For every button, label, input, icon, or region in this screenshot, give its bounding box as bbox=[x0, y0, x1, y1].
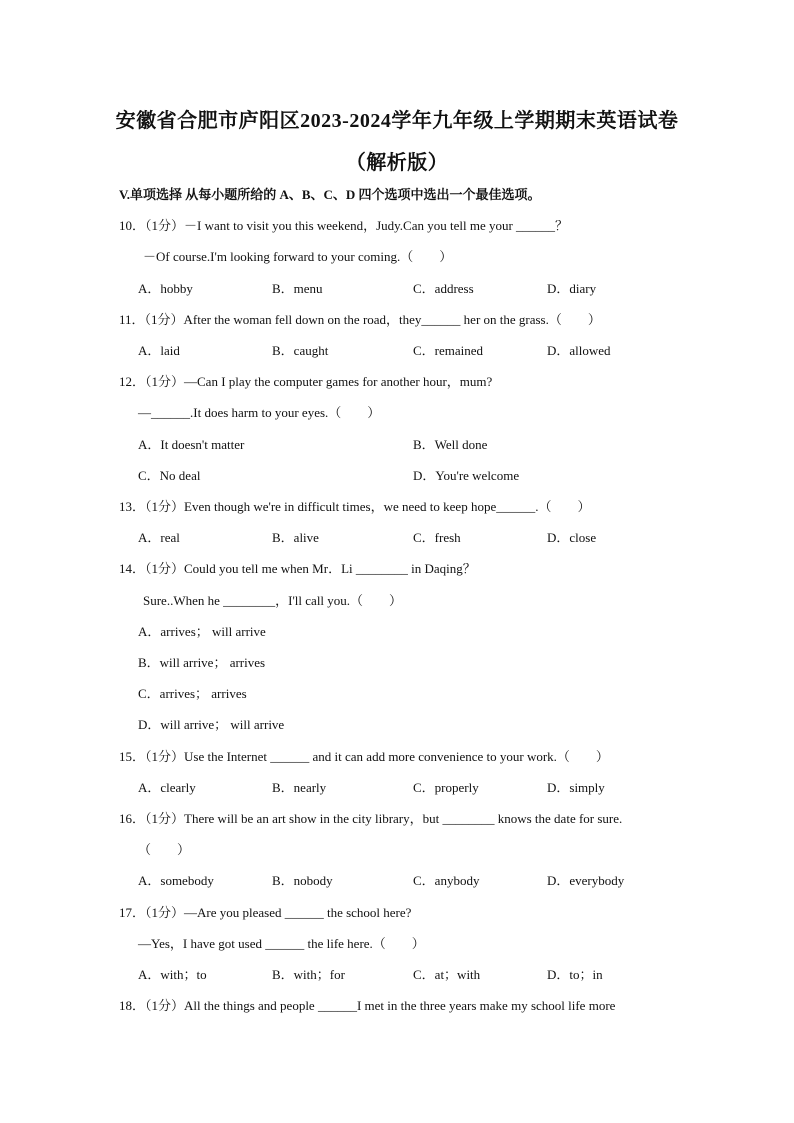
question-18-stem: 18．（1分）All the things and people ______I met in the three years make my school life more bbox=[119, 998, 616, 1013]
question-10-stem: 10．（1分）－I want to visit you this weekend，Judy.Can you tell me your ______？ bbox=[119, 218, 569, 233]
question-11-option-d: D．allowed bbox=[547, 343, 611, 358]
question-16-option-c: C．anybody bbox=[413, 873, 480, 888]
question-13-option-b: B．alive bbox=[272, 530, 319, 545]
question-17-option-d: D．to；in bbox=[547, 967, 603, 982]
page-subtitle: （解析版） bbox=[345, 152, 449, 174]
question-16-option-d: D．everybody bbox=[547, 873, 625, 888]
question-12-option-a: A．It doesn't matter bbox=[138, 437, 245, 452]
question-11-option-a: A．laid bbox=[138, 343, 180, 358]
question-15-option-c: C．properly bbox=[413, 780, 479, 795]
question-17-option-a: A．with；to bbox=[138, 967, 207, 982]
question-14-option-d: D．will arrive； will arrive bbox=[138, 717, 285, 732]
question-14-stem: 14．（1分）Could you tell me when Mr．Li ________ in Daqing？ bbox=[119, 561, 476, 576]
question-17-option-c: C．at；with bbox=[413, 967, 481, 982]
question-12-option-c: C．No deal bbox=[138, 468, 201, 483]
question-10-option-d: D．diary bbox=[547, 281, 597, 296]
question-14-option-a: A．arrives； will arrive bbox=[138, 624, 266, 639]
section-heading: V.单项选择 从每小题所给的 A、B、C、D 四个选项中选出一个最佳选项。 bbox=[119, 187, 541, 202]
question-14-option-b: B．will arrive； arrives bbox=[138, 655, 266, 670]
question-10-option-a: A．hobby bbox=[138, 281, 193, 296]
question-17-stem: 17．（1分）—Are you pleased ______ the school here? bbox=[119, 905, 412, 920]
question-16-option-b: B．nobody bbox=[272, 873, 333, 888]
question-15-option-a: A．clearly bbox=[138, 780, 196, 795]
question-13-option-d: D．close bbox=[547, 530, 597, 545]
question-12-reply: —______.It does harm to your eyes.（ ） bbox=[138, 405, 381, 420]
page-title: 安徽省合肥市庐阳区2023-2024学年九年级上学期期末英语试卷 bbox=[115, 110, 679, 132]
question-10-reply: －Of course.I'm looking forward to your coming.（ ） bbox=[143, 249, 453, 264]
question-12-stem: 12．（1分）—Can I play the computer games for another hour，mum? bbox=[119, 374, 493, 389]
question-13-option-a: A．real bbox=[138, 530, 180, 545]
question-10-option-c: C．address bbox=[413, 281, 474, 296]
question-17-option-b: B．with；for bbox=[272, 967, 345, 982]
question-11-option-c: C．remained bbox=[413, 343, 484, 358]
question-15-option-d: D．simply bbox=[547, 780, 605, 795]
question-15-option-b: B．nearly bbox=[272, 780, 327, 795]
question-11-stem: 11．（1分）After the woman fell down on the road，they______ her on the grass.（ ） bbox=[119, 312, 601, 327]
question-16-blank: （ ） bbox=[138, 842, 191, 857]
question-14-reply: Sure..When he ________，I'll call you.（ ） bbox=[143, 593, 403, 608]
question-14-option-c: C．arrives； arrives bbox=[138, 686, 247, 701]
question-16-stem: 16．（1分）There will be an art show in the city library，but ________ knows the date for sure. bbox=[119, 811, 623, 826]
question-15-stem: 15．（1分）Use the Internet ______ and it can add more convenience to your work.（ ） bbox=[119, 749, 609, 764]
question-10-option-b: B．menu bbox=[272, 281, 323, 296]
question-12-option-b: B．Well done bbox=[413, 437, 488, 452]
question-17-reply: —Yes，I have got used ______ the life here.（ ） bbox=[138, 936, 425, 951]
question-13-stem: 13．（1分）Even though we're in difficult times，we need to keep hope______.（ ） bbox=[119, 499, 591, 514]
question-13-option-c: C．fresh bbox=[413, 530, 461, 545]
question-12-option-d: D．You're welcome bbox=[413, 468, 520, 483]
question-11-option-b: B．caught bbox=[272, 343, 329, 358]
question-16-option-a: A．somebody bbox=[138, 873, 214, 888]
